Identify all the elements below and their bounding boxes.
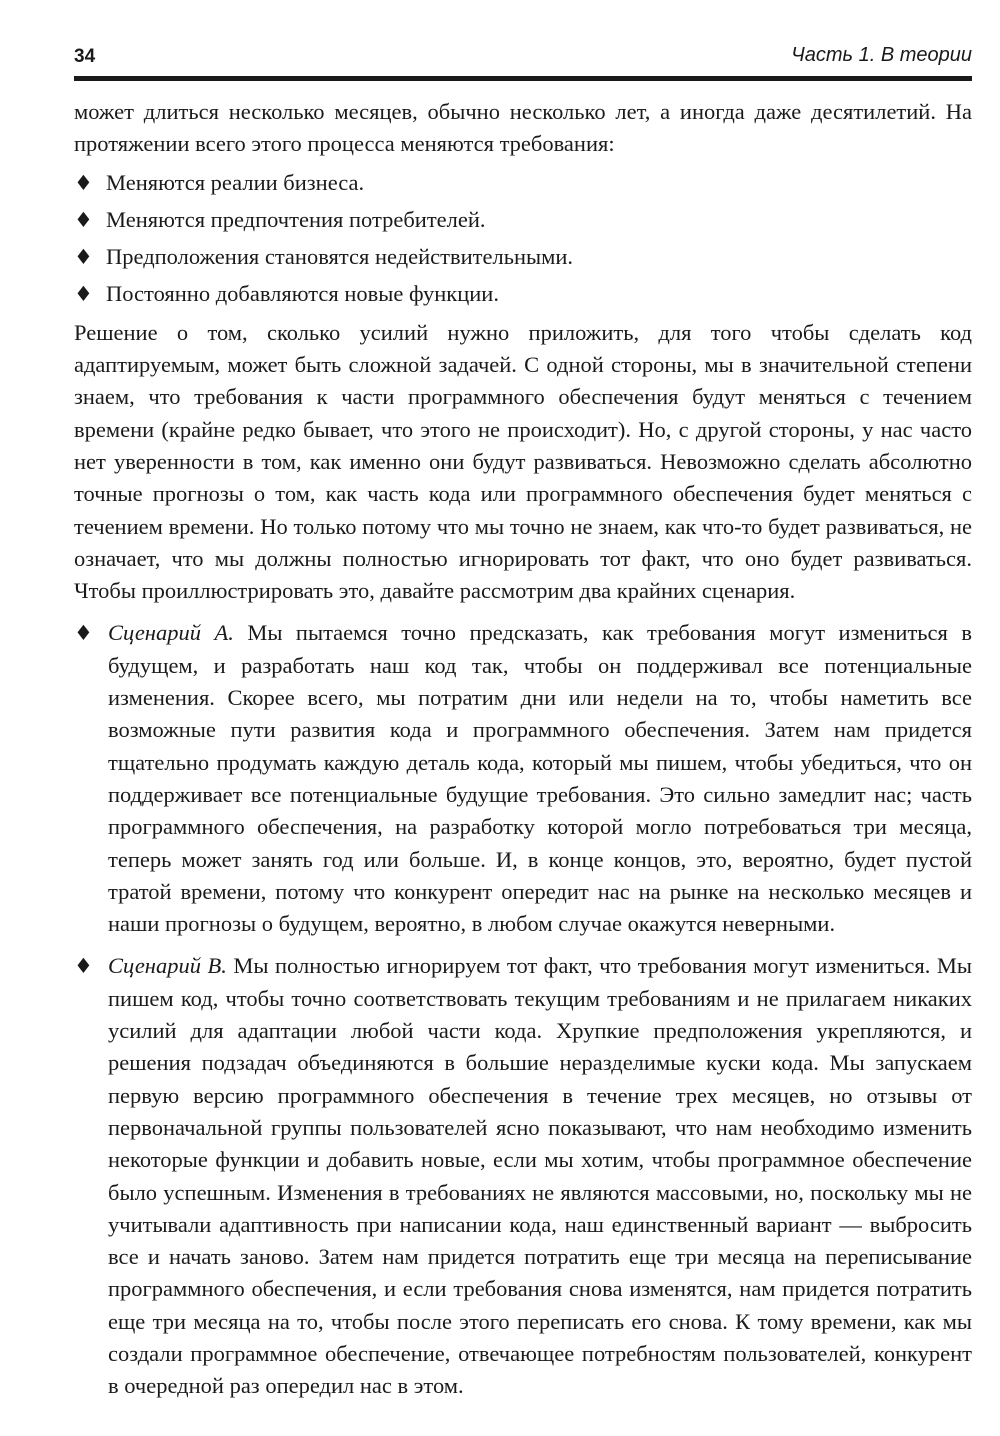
diamond-bullet-icon: ♦ [74,170,93,195]
page-header [74,42,972,81]
scenario-item-b [74,950,972,1402]
running-head: Часть 1. В теории [791,44,972,66]
scenario-title: Сценарий А. [108,620,248,646]
list-item [74,204,972,236]
diamond-bullet-icon: ♦ [74,282,93,307]
list-item [74,241,972,273]
list-item-text: Постоянно добавляются новые функции. [106,281,499,307]
requirements-list [74,167,972,311]
list-item [74,167,972,199]
intro-paragraph: может длиться несколько месяцев, обычно несколько лет, а иногда даже десятилетий. На протяжении всего этого процесса меняются требования: [74,99,972,157]
scenario-title: Сценарий В. [108,953,234,979]
diamond-bullet-icon: ♦ [74,245,93,270]
diamond-bullet-icon: ♦ [74,207,93,232]
scenario-list [74,617,972,1402]
main-paragraph: Решение о том, сколько усилий нужно приложить, для того чтобы сделать код адаптируемым, может быть сложной задачей. С одной стороны, мы в значительной степени знаем, что требования к части программного обеспечения будут меняться с течением времени (крайне редко бывает, что этого не происходит). Но, с другой стороны, у нас часто нет уверенности в том, как именно они будут развиваться. Невозможно сделать абсолютно точные прогнозы о том, как часть кода или программного обеспечения будет меняться с течением времени. Но только потому что мы точно не знаем, как что-то будет развиваться, не означает, что мы должны полностью игнорировать тот факт, что оно будет развиваться. Чтобы проиллюстрировать это, давайте рассмотрим два крайних сценария. [74,319,972,604]
scenario-item-a [74,617,972,940]
list-item-text: Меняются предпочтения потребителей. [106,206,486,232]
page-number: 34 [74,46,96,67]
list-item-text: Меняются реалии бизнеса. [106,169,365,195]
list-item [74,278,972,310]
list-item-text: Предположения становятся недействительными. [106,244,574,270]
page-body [74,96,972,1413]
scenario-text: Мы полностью игнорируем тот факт, что требования могут измениться. Мы пишем код, чтобы точно соответствовать текущим требованиям и не прилагаем никаких усилий для адаптации любой части кода. Хрупкие предположения укрепляются, и решения подзадач объединяются в большие неразделимые куски кода. Мы запускаем первую версию программного обеспечения в течение трех месяцев, но отзывы от первоначальной группы пользователей ясно показывают, что нам необходимо изменить некоторые функции и добавить новые, если мы хотим, чтобы программное обеспечение было успешным. Изменения в требованиях не являются массовыми, но, поскольку мы не учитывали адаптивность при написании кода, наш единственный вариант — выбросить все и начать заново. Затем нам придется потратить еще три месяца на переписывание программного обеспечения, и если требования снова изменятся, нам придется потратить еще три месяца на то, чтобы после этого переписать его снова. К тому времени, как мы создали программное обеспечение, отвечающее потребностям пользователей, конкурент в очередной раз опередил нас в этом. [108,953,972,1399]
diamond-bullet-icon: ♦ [74,621,93,646]
diamond-bullet-icon: ♦ [74,954,93,979]
scenario-text: Мы пытаемся точно предсказать, как требования могут измениться в будущем, и разработать наш код так, чтобы он поддерживал все потенциальные изменения. Скорее всего, мы потратим дни или недели на то, чтобы наметить все возможные пути развития кода и программного обеспечения. Затем нам придется тщательно продумать каждую деталь кода, который мы пишем, чтобы убедиться, что он поддерживает все потенциальные будущие требования. Это сильно замедлит нас; часть программного обеспечения, на разработку которой могло потребоваться три месяца, теперь может занять год или больше. И, в конце концов, это, вероятно, будет пустой тратой времени, потому что конкурент опередит нас на рынке на несколько месяцев и наши прогнозы о будущем, вероятно, в любом случае окажутся неверными. [108,620,972,937]
